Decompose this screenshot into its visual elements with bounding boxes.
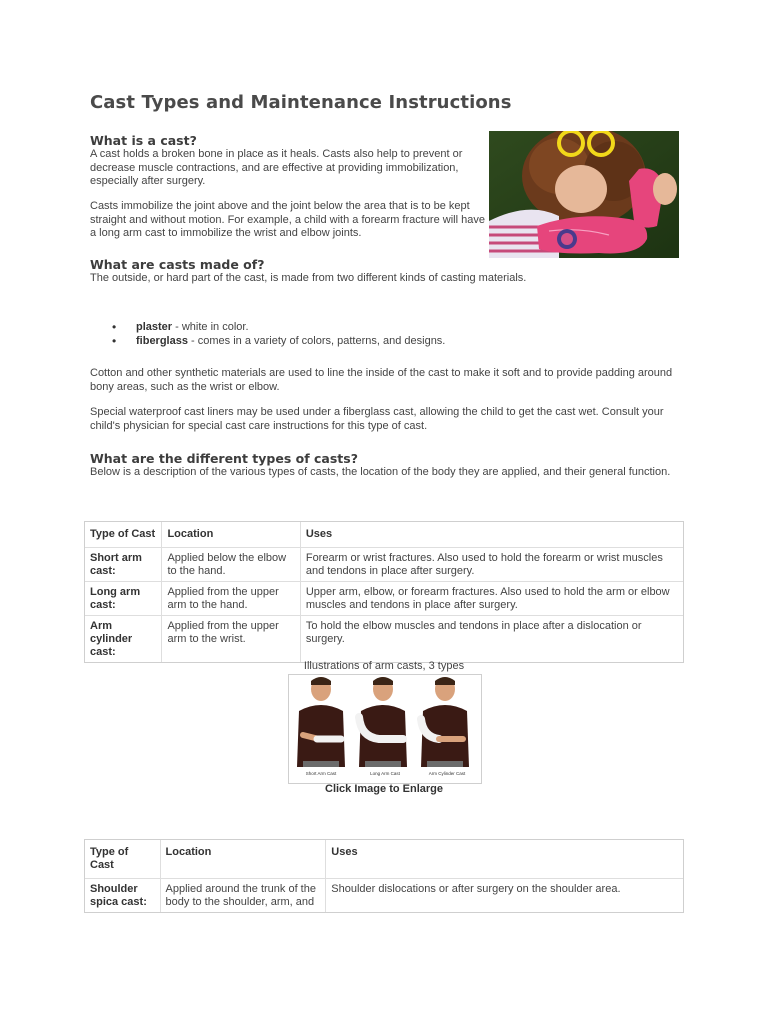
paragraph: Casts immobilize the joint above and the joint below the area that is to be kept straight and without motion. For example, a child with a forearm fracture will have a long arm cast to immobilize the wrist and elbow joints. <box>90 200 485 239</box>
paragraph: Special waterproof cast liners may be used under a fiberglass cast, allowing the child to get the cast wet. Consult your child's physician for special cast care instructions for this type of cast. <box>90 406 664 432</box>
table-cell: Upper arm, elbow, or forearm fractures. Also used to hold the arm or elbow muscles and tendons in place after surgery. <box>301 582 683 616</box>
section-heading-types-of-casts: What are the different types of casts? <box>90 451 358 466</box>
list-desc: - white in color. <box>172 321 249 333</box>
table-cell: Shoulder dislocations or after surgery on the shoulder area. <box>331 883 621 895</box>
table-header-row <box>85 840 683 879</box>
table-cell: Long arm cast: <box>85 582 162 616</box>
section-heading-what-is-a-cast: What is a cast? <box>90 133 197 148</box>
figure-label: Short Arm Cast <box>305 771 337 776</box>
enlarge-image-link[interactable]: Click Image to Enlarge <box>325 783 443 795</box>
child-with-cast-photo <box>489 131 679 258</box>
paragraph: Below is a description of the various types of casts, the location of the body they are applied, and their general function. <box>90 466 671 478</box>
table-header-cell: Location <box>162 522 300 548</box>
figure-label: Long Arm Cast <box>370 771 400 776</box>
paragraph: The outside, or hard part of the cast, is made from two different kinds of casting materials. <box>90 272 527 284</box>
table-header-cell: Uses <box>326 840 683 879</box>
table-cell: To hold the elbow muscles and tendons in place after a dislocation or surgery. <box>305 620 642 645</box>
table-cell: Forearm or wrist fractures. Also used to hold the forearm or wrist muscles and tendons in place after surgery. <box>301 548 683 582</box>
table-row <box>85 548 683 582</box>
section-heading-casts-made-of: What are casts made of? <box>90 257 265 272</box>
paragraph: A cast holds a broken bone in place as it heals. Casts also help to prevent or decrease muscle contractions, and are effective at providing immobilization, especially after surgery. <box>90 148 463 187</box>
table-cell: Arm cylinder cast: <box>85 616 162 662</box>
table-cell: Short arm cast: <box>85 548 162 582</box>
list-desc: - comes in a variety of colors, patterns, and designs. <box>187 335 446 347</box>
table-header-cell: Type of Cast <box>85 840 161 879</box>
list-term: plaster <box>136 321 173 333</box>
table-cell: Applied from the upper arm to the wrist. <box>162 616 300 662</box>
table-cell: Applied around the trunk of the body to the shoulder, arm, and <box>161 879 327 912</box>
cast-types-table <box>84 521 684 663</box>
figure-caption: Illustrations of arm casts, 3 types <box>303 660 465 672</box>
table-cell: Shoulder spica cast: <box>85 879 161 912</box>
list-item <box>90 334 445 348</box>
table-row <box>85 616 683 662</box>
figure-label: Arm Cylinder Cast <box>428 771 466 776</box>
table-header-cell: Type of Cast <box>85 522 162 548</box>
page-title: Cast Types and Maintenance Instructions <box>90 92 512 113</box>
table-cell: Applied from the upper arm to the hand. <box>162 582 300 616</box>
table-row <box>85 582 683 616</box>
table-header-cell: Uses <box>301 522 683 548</box>
table-header-row <box>85 522 683 548</box>
list-item <box>90 320 445 334</box>
arm-casts-illustration[interactable] <box>288 674 482 784</box>
table-header-cell: Location <box>161 840 327 879</box>
materials-list <box>90 320 445 348</box>
table-cell: Applied below the elbow to the hand. <box>162 548 300 582</box>
cast-types-table-2 <box>84 839 684 913</box>
paragraph: Cotton and other synthetic materials are used to line the inside of the cast to make it soft and to provide padding around bony areas, such as the wrist or elbow. <box>90 367 673 393</box>
list-term: fiberglass <box>136 335 188 347</box>
table-row <box>85 879 683 912</box>
